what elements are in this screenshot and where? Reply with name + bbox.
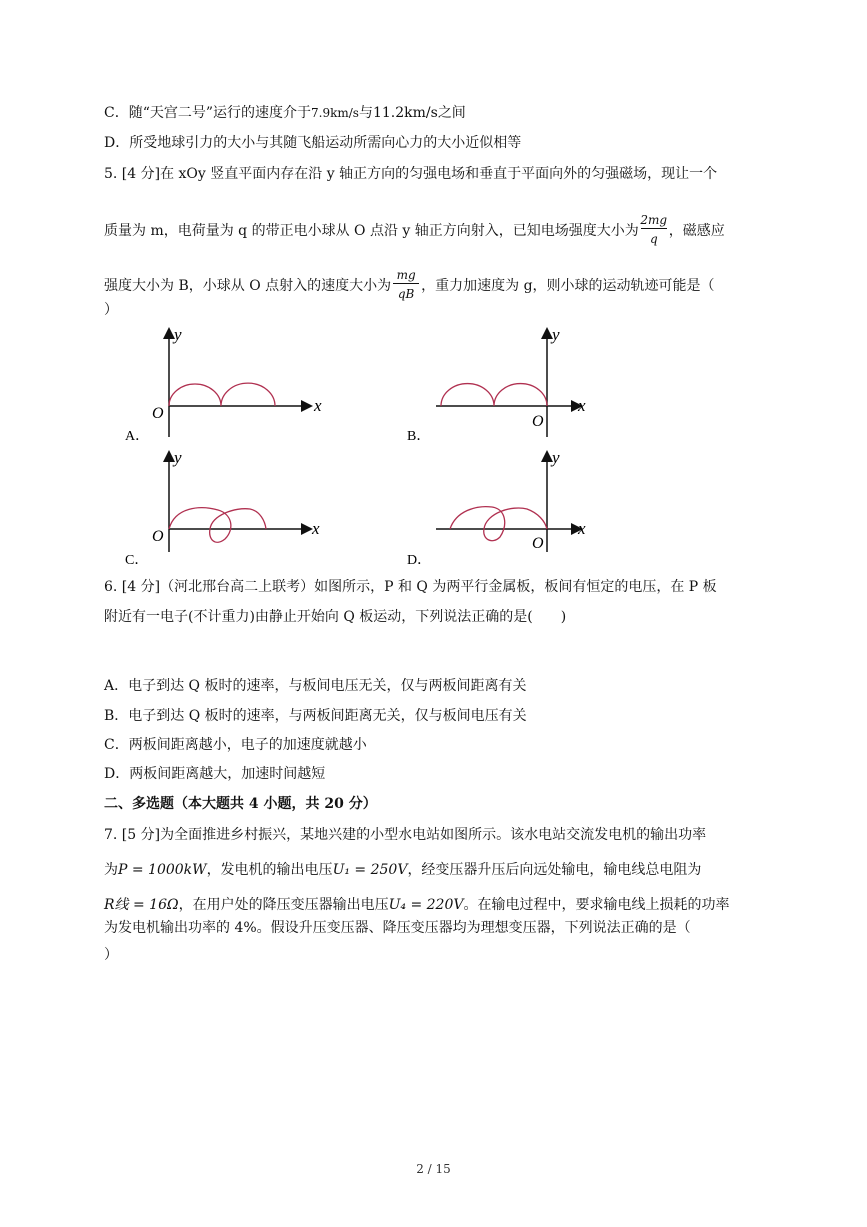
origin-label: O — [152, 405, 164, 422]
y-axis-label: y — [552, 448, 560, 467]
y-axis-label: y — [174, 448, 182, 467]
voltage-u4-formula: U₄ = 220V — [388, 897, 464, 913]
x-axis-label: x — [578, 396, 586, 415]
origin-label: O — [152, 528, 164, 545]
q5-line-2-text: 质量为 m，电荷量为 q 的带正电小球从 O 点沿 y 轴正方向射入，已知电场强度大小为 — [104, 223, 639, 239]
q7-line-3 — [104, 895, 729, 915]
q6-line-1: 6. [4 分]（河北邢台高二上联考）如图所示，P 和 Q 为两平行金属板，板间有恒定的电压，在 P 板 — [104, 579, 717, 595]
page-number: 2 / 15 — [416, 1162, 451, 1176]
velocity-fraction — [391, 269, 421, 303]
diagram-a — [120, 322, 340, 447]
q4-option-d: D．所受地球引力的大小与其随飞船运动所需向心力的大小近似相等 — [104, 135, 522, 151]
q6-option-d: D．两板间距离越大，加速时间越短 — [104, 766, 326, 782]
q5-line-3-suffix: ，重力加速度为 g，则小球的运动轨迹可能是（ — [421, 278, 715, 294]
field-strength-fraction — [639, 214, 669, 248]
origin-label: O — [532, 413, 544, 430]
q6-option-c: C．两板间距离越小，电子的加速度就越小 — [104, 737, 367, 753]
trajectory — [169, 508, 266, 543]
fraction-denominator: q — [649, 232, 658, 246]
option-label: B． — [407, 429, 431, 444]
option-label: D． — [407, 553, 432, 568]
q4-option-c-suffix: 之间 — [437, 105, 466, 121]
power-formula: P = 1000kW — [118, 862, 207, 878]
q5-line-2-suffix: ，磁感应 — [668, 223, 725, 239]
fraction-numerator: mg — [396, 268, 416, 282]
diagram-b — [402, 322, 622, 447]
q7-line-1: 7. [5 分]为全面推进乡村振兴，某地兴建的小型水电站如图所示。该水电站交流发电机的输出功率 — [104, 827, 707, 843]
q7-line-5: ） — [104, 947, 118, 963]
q7-line-3-suffix: 。在输电过程中，要求输电线上损耗的功率 — [463, 897, 730, 913]
q4-option-c — [104, 103, 466, 123]
trajectory — [169, 383, 275, 406]
q7-line-2-suffix: ，经变压器升压后向远处输电，输电线总电阻为 — [407, 862, 702, 878]
y-axis-label: y — [552, 325, 560, 344]
diagram-d — [402, 447, 622, 572]
x-axis-label: x — [578, 519, 586, 538]
q7-line-3-text: ，在用户处的降压变压器输出电压 — [178, 897, 389, 913]
trajectory — [441, 384, 547, 406]
origin-label: O — [532, 535, 544, 552]
speed-value-1: 7.9km/s — [311, 106, 359, 120]
option-label: A． — [125, 429, 150, 444]
q7-line-2 — [104, 860, 701, 880]
fraction-numerator: 2mg — [640, 213, 668, 227]
y-axis-label: y — [174, 325, 182, 344]
speed-value-2: 11.2km/s — [372, 105, 438, 121]
q5-line-3 — [104, 269, 715, 303]
q5-line-3-text: 强度大小为 B，小球从 O 点射入的速度大小为 — [104, 278, 392, 294]
q7-line-2-text: 为 — [104, 862, 118, 878]
resistance-formula: R线 = 16Ω — [104, 897, 179, 913]
q7-line-2-mid: ，发电机的输出电压 — [206, 862, 333, 878]
q7-line-4: 为发电机输出功率的 4%。假设升压变压器、降压变压器均为理想变压器，下列说法正确的是（ — [104, 920, 691, 936]
x-axis-label: x — [312, 519, 320, 538]
x-axis-label: x — [314, 396, 322, 415]
q4-option-c-mid: 与 — [358, 105, 373, 121]
option-label: C． — [125, 553, 149, 568]
diagram-c — [120, 447, 340, 572]
q5-line-2 — [104, 214, 725, 248]
q6-option-b: B．电子到达 Q 板时的速率，与两板间距离无关，仅与板间电压有关 — [104, 708, 527, 724]
q4-option-c-text: C．随“天宫二号”运行的速度介于 — [104, 105, 312, 121]
section-title: 二、多选题（本大题共 4 小题，共 20 分） — [104, 796, 377, 812]
q5-line-1: 5. [4 分]在 xOy 竖直平面内存在沿 y 轴正方向的匀强电场和垂直于平面向外的匀强磁场，现让一个 — [104, 166, 718, 182]
fraction-denominator: qB — [397, 287, 415, 301]
q6-option-a: A．电子到达 Q 板时的速率，与板间电压无关，仅与两板间距离有关 — [104, 678, 527, 694]
voltage-u1-formula: U₁ = 250V — [332, 862, 408, 878]
q5-line-4: ） — [104, 302, 118, 318]
q6-line-2: 附近有一电子(不计重力)由静止开始向 Q 板运动，下列说法正确的是( ) — [104, 609, 567, 625]
